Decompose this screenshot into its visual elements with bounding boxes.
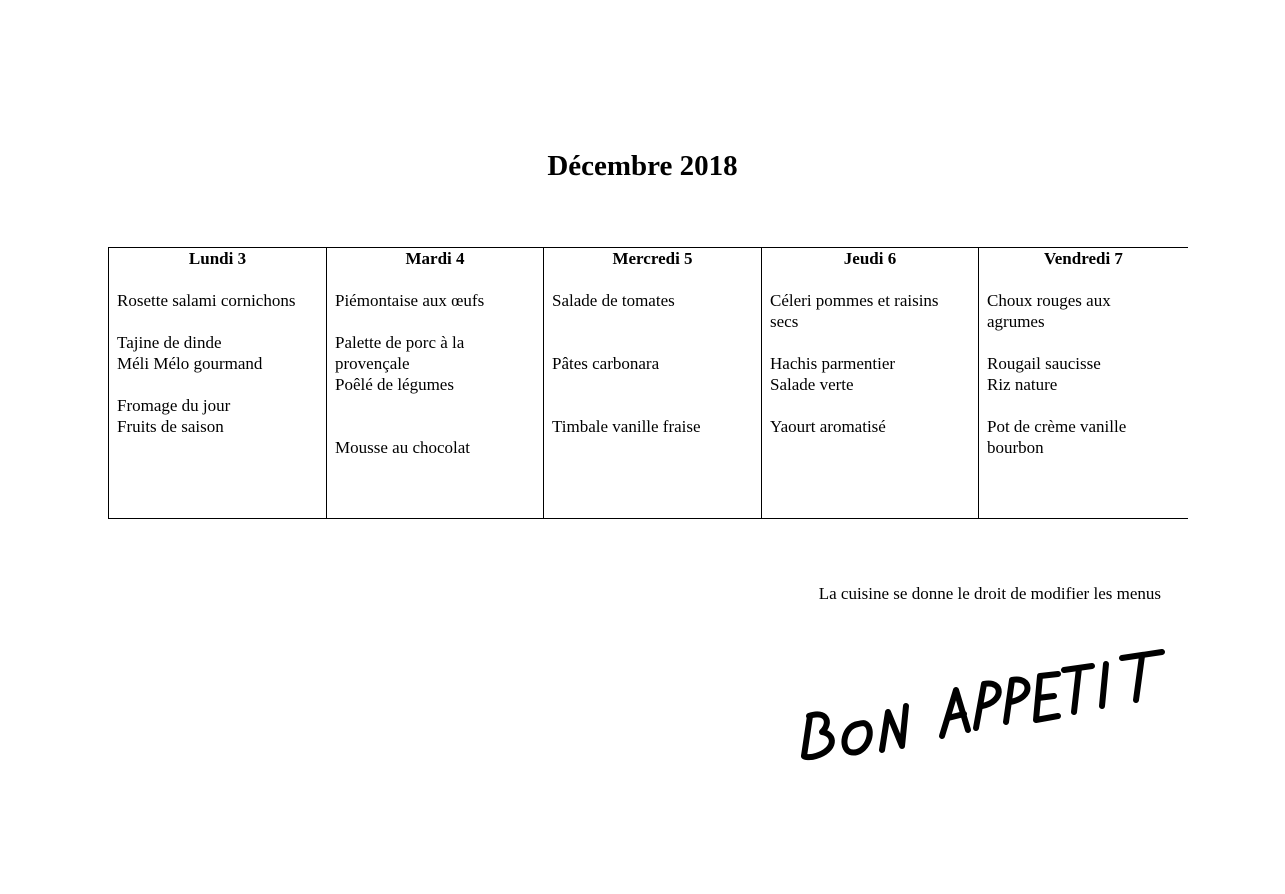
day-header: Vendredi 7: [1044, 249, 1123, 268]
dish-line: [552, 332, 753, 353]
dish-line: [770, 395, 970, 416]
dish-line: Fromage du jour: [117, 396, 231, 415]
dish-line: [987, 332, 1180, 353]
day-header: Mardi 4: [405, 249, 465, 268]
dish-line: Tajine de dinde: [117, 333, 222, 352]
dish-line: Rougail saucisse: [987, 354, 1101, 373]
dish-line: Choux rouges aux: [987, 291, 1111, 310]
disclaimer-text: La cuisine se donne le droit de modifier les menus: [818, 584, 1161, 603]
dish-line: secs: [770, 312, 799, 331]
dish-line: Timbale vanille fraise: [552, 417, 701, 436]
dish-line: Palette de porc à la: [335, 333, 465, 352]
day-column-monday: [108, 248, 326, 518]
dish-line: [552, 374, 753, 395]
day-header: Jeudi 6: [843, 249, 897, 268]
page-title: Décembre 2018: [547, 150, 738, 182]
dish-line: Yaourt aromatisé: [770, 417, 886, 436]
dish-line: Riz nature: [987, 375, 1058, 394]
dish-line: provençale: [335, 354, 410, 373]
day-header: Lundi 3: [188, 249, 247, 268]
dish-line: [987, 395, 1180, 416]
dish-line: Pot de crème vanille: [987, 417, 1127, 436]
dish-line: Mousse au chocolat: [335, 438, 471, 457]
day-column-thursday: [761, 248, 978, 518]
dish-line: [335, 311, 535, 332]
dish-line: Salade de tomates: [552, 291, 675, 310]
dish-line: bourbon: [987, 438, 1044, 457]
dish-line: [770, 332, 970, 353]
dish-line: Piémontaise aux œufs: [335, 291, 485, 310]
dish-line: agrumes: [987, 312, 1045, 331]
bon-appetit-handwriting: [792, 640, 1182, 780]
dish-line: Céleri pommes et raisins: [770, 291, 939, 310]
dish-line: Rosette salami cornichons: [117, 291, 296, 310]
day-column-tuesday: [326, 248, 543, 518]
dish-line: Salade verte: [770, 375, 854, 394]
day-header: Mercredi 5: [612, 249, 693, 268]
dish-line: [552, 311, 753, 332]
day-column-wednesday: [543, 248, 761, 518]
dish-line: Hachis parmentier: [770, 354, 896, 373]
dish-line: Méli Mélo gourmand: [117, 354, 263, 373]
menu-table: [108, 247, 1188, 519]
dish-line: [335, 416, 535, 437]
dish-line: Pâtes carbonara: [552, 354, 660, 373]
dish-line: [335, 395, 535, 416]
dish-line: [552, 395, 753, 416]
dish-line: Fruits de saison: [117, 417, 224, 436]
day-column-friday: [978, 248, 1188, 518]
signature-text: [792, 780, 793, 781]
dish-line: Poêlé de légumes: [335, 375, 454, 394]
dish-line: [117, 374, 318, 395]
dish-line: [117, 311, 318, 332]
